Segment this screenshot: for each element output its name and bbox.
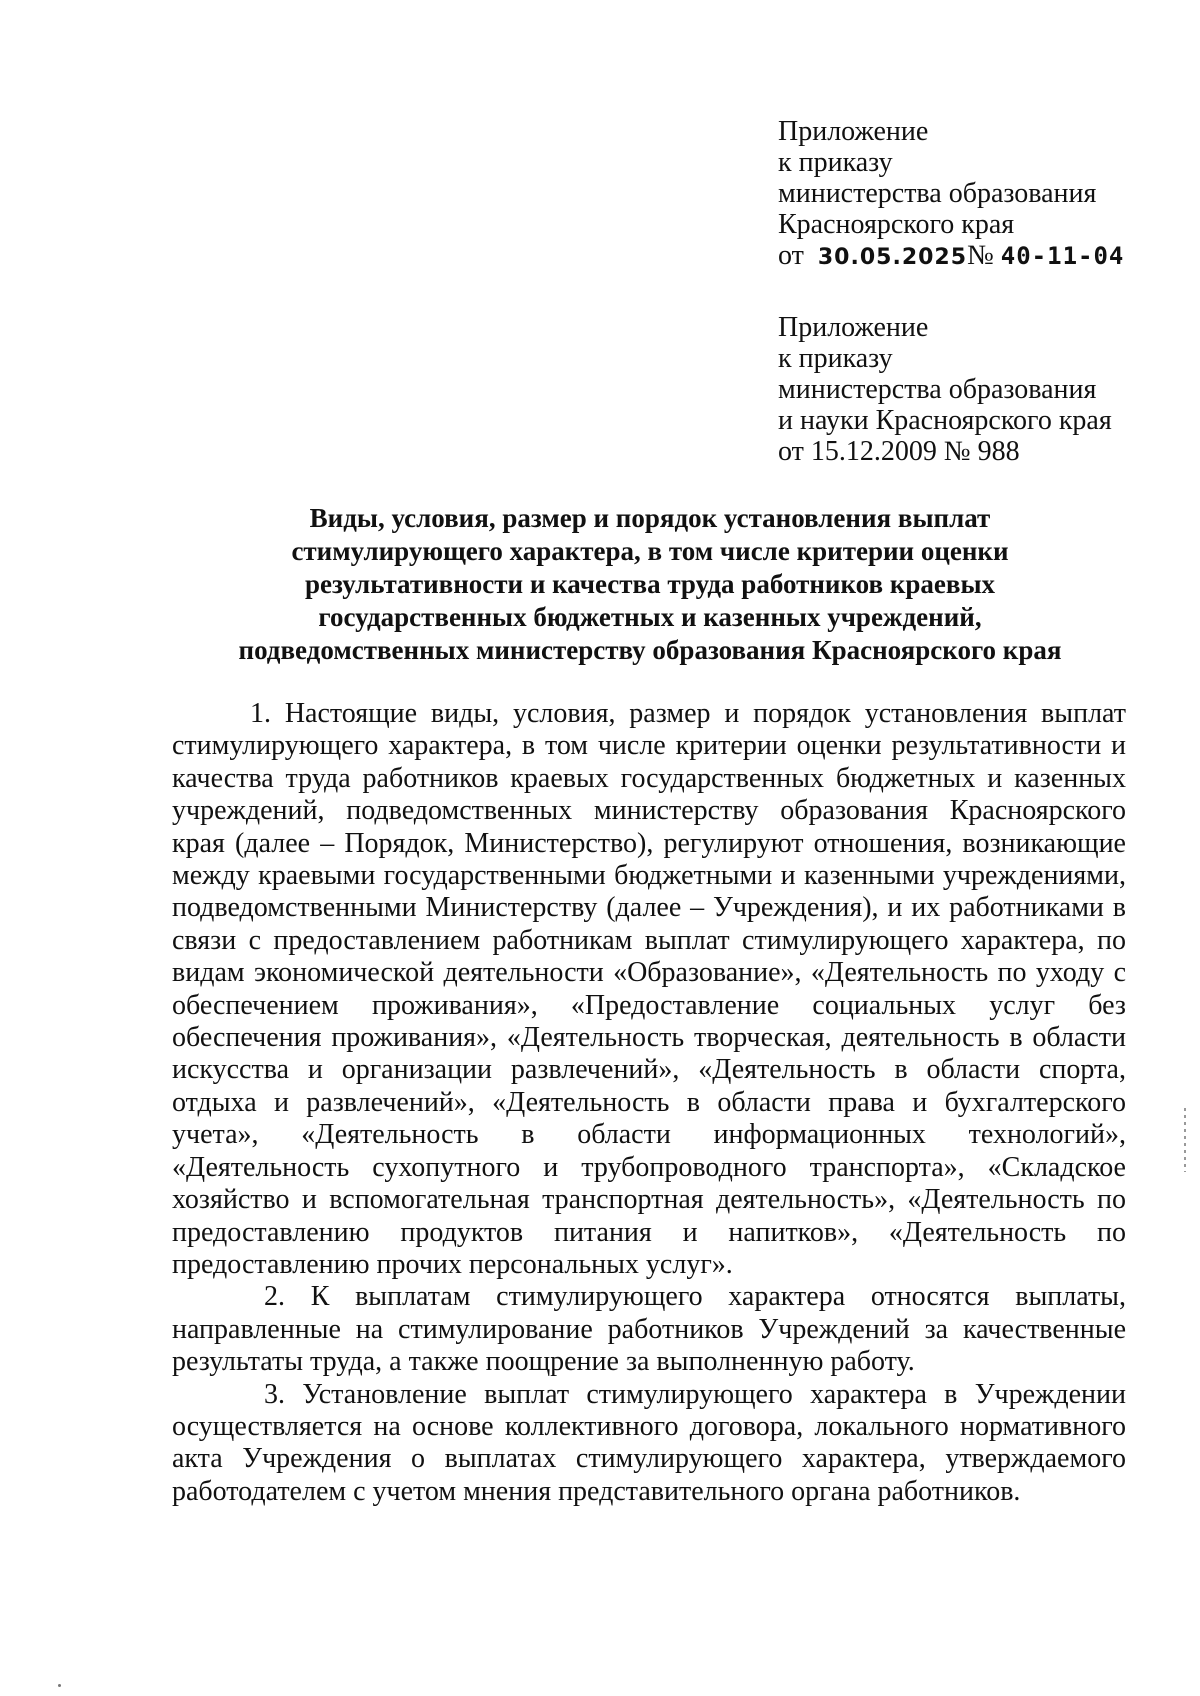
stamped-date: 30.05.2025 [817, 245, 968, 270]
appendix-ministry: министерства образования [778, 374, 1097, 405]
scan-dot [58, 1684, 61, 1687]
appendix-current-order [778, 116, 1124, 273]
title-line: стимулирующего характера, в том числе критерии оценки [291, 536, 1009, 566]
appendix-date-number: от 15.12.2009 № 988 [778, 436, 1020, 467]
appendix-label: Приложение [778, 116, 929, 147]
title-line: результативности и качества труда работников краевых [304, 569, 996, 599]
title-line: государственных бюджетных и казенных учреждений, [318, 602, 982, 632]
scan-margin-mark [1184, 1108, 1186, 1172]
appendix-order-ref: к приказу [778, 147, 893, 178]
appendix-region: и науки Красноярского края [778, 405, 1112, 436]
paragraph-2: 2. К выплатам стимулирующего характера относятся выплаты, направленные на стимулирование работников Учреждений за качественные результаты труда, а также поощрение за выполненную работу. [172, 1281, 1126, 1378]
paragraph-3: 3. Установление выплат стимулирующего характера в Учреждении осуществляется на основе коллективного договора, локального нормативного акта Учреждения о выплатах стимулирующего характера, утверждаемого работодателем с учетом мнения представительного органа работников. [172, 1378, 1126, 1507]
appendix-order-ref: к приказу [778, 343, 893, 374]
appendix-ministry: министерства образования [778, 178, 1097, 209]
appendix-date-line [778, 240, 1124, 273]
document-title [170, 502, 1130, 667]
handwritten-order-number: 40-11-04 [1000, 242, 1125, 270]
paragraph-1: 1. Настоящие виды, условия, размер и порядок установления выплат стимулирующего характера, в том числе критерии оценки результативности и качества труда работников краевых государственных бюджетных и казенных учреждений, подведомственных министерству образования Красноярского края (далее – Порядок, Министерство), регулируют отношения, возникающие между краевыми государственными бюджетными и казенными учреждениями, подведомственными Министерству (далее – Учреждения), и их работниками в связи с предоставлением работникам выплат стимулирующего характера, по видам экономической деятельности «Образование», «Деятельность по уходу с обеспечением проживания», «Предоставление социальных услуг без обеспечения проживания», «Деятельность творческая, деятельность в области искусства и организации развлечений», «Деятельность в области спорта, отдыха и развлечений», «Деятельность в области права и бухгалтерского учета», «Деятельность в области информационных технологий», «Деятельность сухопутного и трубопроводного транспорта», «Складское хозяйство и вспомогательная транспортная деятельность», «Деятельность по предоставлению продуктов питания и напитков», «Деятельность по предоставлению прочих персональных услуг». [172, 698, 1126, 1280]
date-prefix: от [778, 240, 804, 271]
title-line: подведомственных министерству образования Красноярского края [238, 635, 1062, 665]
appendix-region: Красноярского края [778, 209, 1015, 240]
title-line: Виды, условия, размер и порядок установления выплат [309, 503, 991, 533]
number-sign: № [967, 240, 994, 271]
document-body [172, 698, 1126, 1508]
appendix-label: Приложение [778, 312, 929, 343]
appendix-previous-order [778, 312, 1112, 467]
